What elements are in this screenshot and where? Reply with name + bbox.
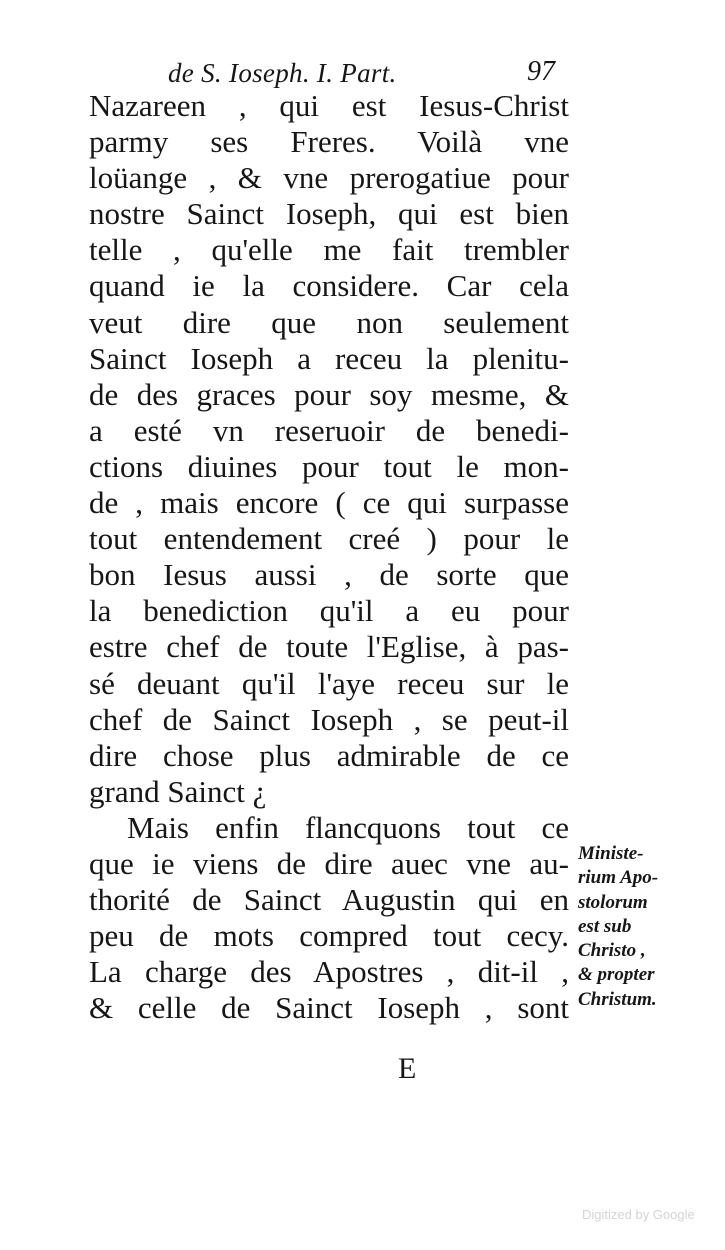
marginal-note-line: Christum. bbox=[578, 988, 657, 1010]
signature-mark: E bbox=[398, 1052, 417, 1085]
running-head: de S. Ioseph. I. Part. bbox=[168, 58, 397, 88]
paragraph-start-line: Mais enfin flancquons tout ce bbox=[127, 809, 569, 845]
text-line: loüange , & vne prerogatiue pour bbox=[89, 160, 569, 196]
text-line: Sainct Ioseph a receu la plenitu- bbox=[89, 340, 569, 376]
text-line: estre chef de toute l'Eglise, à pas- bbox=[89, 629, 569, 665]
text-line: grand Sainct ¿ bbox=[89, 773, 267, 809]
page-number: 97 bbox=[527, 56, 555, 87]
text-line: chef de Sainct Ioseph , se peut-il bbox=[89, 701, 569, 737]
text-line: thorité de Sainct Augustin qui en bbox=[89, 882, 569, 918]
text-line: Nazareen , qui est Iesus-Christ bbox=[89, 88, 569, 123]
text-line: peu de mots compred tout cecy. bbox=[89, 918, 569, 954]
text-line: parmy ses Freres. Voilà vne bbox=[89, 124, 569, 160]
text-line: & celle de Sainct Ioseph , sont bbox=[89, 990, 569, 1026]
marginal-note-line: stolorum bbox=[578, 891, 648, 913]
text-line: veut dire que non seulement bbox=[89, 304, 569, 340]
marginal-note-line: rium Apo- bbox=[578, 867, 659, 889]
text-line: ctions diuines pour tout le mon- bbox=[89, 448, 569, 484]
text-line: bon Iesus aussi , de sorte que bbox=[89, 557, 569, 593]
marginal-note-line: & propter bbox=[578, 964, 655, 986]
text-line: que ie viens de dire auec vne au- bbox=[89, 845, 569, 881]
text-line: a esté vn reseruoir de benedi- bbox=[89, 412, 569, 448]
text-line: de des graces pour soy mesme, & bbox=[89, 376, 569, 412]
marginal-note bbox=[578, 842, 713, 1012]
marginal-note-line: Christo , bbox=[578, 940, 646, 962]
text-line: dire chose plus admirable de ce bbox=[89, 737, 569, 773]
text-line: La charge des Apostres , dit-il , bbox=[89, 954, 569, 990]
marginal-note-line: Ministe- bbox=[578, 843, 644, 864]
text-line: de , mais encore ( ce qui surpasse bbox=[89, 485, 569, 521]
text-line: nostre Sainct Ioseph, qui est bien bbox=[89, 196, 569, 232]
body-text bbox=[89, 88, 569, 1026]
watermark: Digitized by Google bbox=[582, 1207, 695, 1222]
text-line: quand ie la considere. Car cela bbox=[89, 268, 569, 304]
marginal-note-line: est sub bbox=[578, 915, 632, 937]
text-line: la benediction qu'il a eu pour bbox=[89, 593, 569, 629]
text-line: tout entendement creé ) pour le bbox=[89, 521, 569, 557]
text-line: telle , qu'elle me fait trembler bbox=[89, 232, 569, 268]
text-line: sé deuant qu'il l'aye receu sur le bbox=[89, 665, 569, 701]
